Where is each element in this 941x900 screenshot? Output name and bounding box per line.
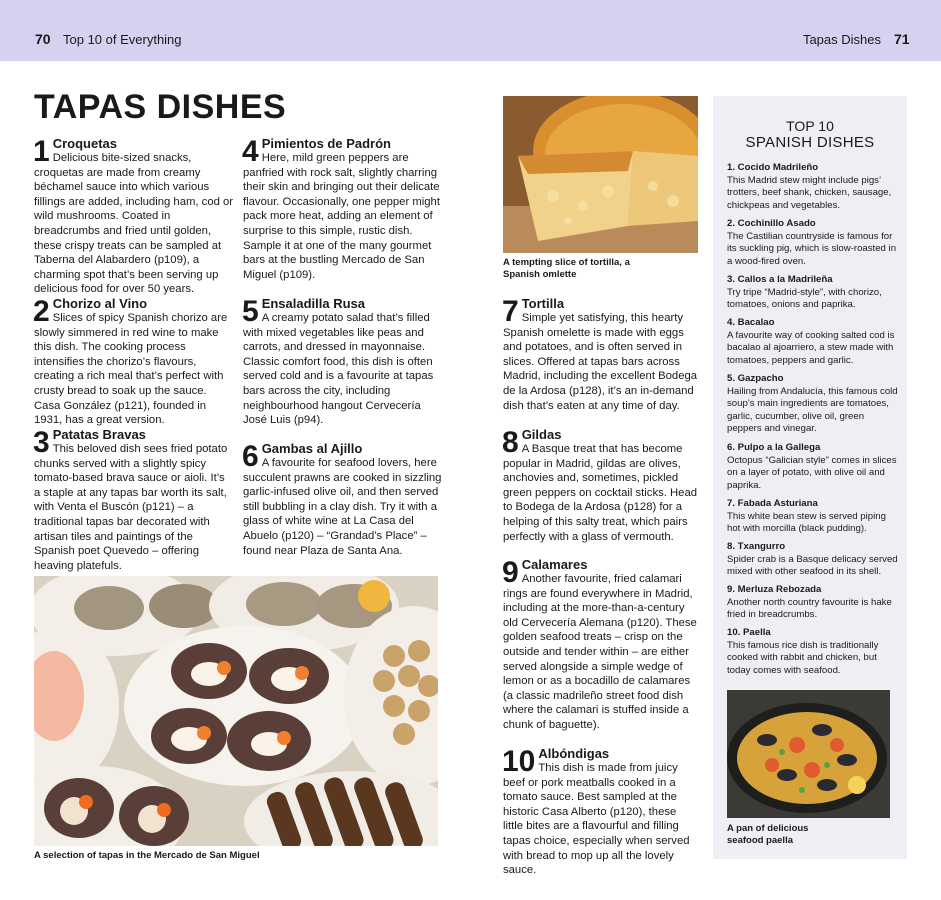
sidebar-item-heading: 10. Paella (727, 627, 771, 638)
entry-number: 5 (242, 295, 259, 328)
entry-number: 8 (502, 426, 519, 459)
entry-title: Albóndigas (538, 746, 610, 761)
entry-text: A creamy potato salad that’s filled with mixed vegetables like peas and carrots, and dressed in mayonnaise. Classic comfort food, this dish is often served cold and is a favourite at tapas bars across the city, including neighbourhood hangout Cervecería José Luis (p94). (243, 312, 434, 427)
tortilla-photo (503, 96, 698, 253)
sidebar-item-heading: 8. Txangurro (727, 541, 786, 552)
entry-pimientos-de-padron (243, 136, 443, 282)
entry-text: A favourite for seafood lovers, here succulent prawns are cooked in sizzling garlic-infused olive oil, and then served still bubbling in a clay dish. Try it with a glass of white wine at La Casa del Abuelo (p120) – “Grandad’s Place” – found near Plaza de Santa Ana. (243, 457, 442, 557)
sidebar-item-heading: 3. Callos a la Madrileña (727, 274, 833, 285)
sidebar-item-text: Hailing from Andalucía, this famous cold soup’s main ingredients are tomatoes, garlic, cucumber, olive oil, green peppers and vinegar. (727, 385, 898, 435)
sidebar-item-heading: 7. Fabada Asturiana (727, 498, 818, 509)
entry-text: This beloved dish sees fried potato chunks served with a slightly spicy tomato-based brava sauce or aioli. It’s a staple at any tapas bar worth its salt, with Venta el Buscón (p121) – a traditional tapas bar decorated with artisan tiles and paintings of the Spanish poet Quevedo – offering heaving platefuls. (34, 443, 228, 572)
entry-title: Calamares (521, 557, 588, 572)
entry-title: Tortilla (521, 296, 565, 311)
entry-text: Delicious bite-sized snacks, croquetas are made from creamy béchamel sauce into which various fillings are added, including ham, cod or wild mushrooms. Coated in breadcrumbs and fried until golden, these crispy treats can be sampled at Taberna del Alabardero (p109), a charming spot that’s been serving up delicious food for over 50 years. (34, 152, 234, 296)
sidebar-item-heading: 9. Merluza Rebozada (727, 584, 822, 595)
sidebar-item-text: Octopus “Galician style” comes in slices on a layer of potato, with olive oil and paprika. (727, 454, 897, 491)
top10-sidebar (713, 96, 907, 859)
entry-patatas-bravas (34, 427, 234, 573)
sidebar-item-heading: 1. Cocido Madrileño (727, 162, 819, 173)
entry-calamares (503, 557, 699, 733)
entry-text: Simple yet satisfying, this hearty Spanish omelette is made with eggs and potatoes, and is often served in slices. Offered at tapas bars across Madrid, including the excellent Bodega de la Ardosa (p128), it’s an in-demand dish that’s eaten at any time of day. (503, 312, 698, 412)
entry-number: 6 (242, 440, 259, 473)
tapas-photo (34, 576, 438, 846)
entry-title: Ensaladilla Rusa (261, 296, 366, 311)
entry-number: 9 (502, 556, 519, 589)
entry-number: 3 (33, 426, 50, 459)
sidebar-item-5 (727, 373, 899, 436)
entry-number: 4 (242, 135, 259, 168)
entry-albondigas (503, 746, 699, 878)
paella-photo-caption: A pan of delicious seafood paella (727, 823, 809, 846)
tortilla-illustration (503, 96, 698, 253)
sidebar-item-1 (727, 162, 899, 212)
sidebar-item-heading: 2. Cochinillo Asado (727, 218, 816, 229)
entry-tortilla (503, 296, 699, 413)
tapas-illustration (34, 576, 438, 846)
sidebar-item-heading: 4. Bacalao (727, 317, 775, 328)
entry-number: 2 (33, 295, 50, 328)
entry-title: Gildas (521, 427, 562, 442)
entry-text: This dish is made from juicy beef or pork meatballs cooked in a tomato sauce. Best sampled at the historic Casa Alberto (p120), these little bites are a flavourful and filling tapas choice, especially when served with bread to mop up all the lovely sauce. (503, 762, 690, 877)
entry-gambas-al-ajillo (243, 441, 443, 558)
right-page-number: 71 (894, 31, 910, 47)
tapas-photo-caption: A selection of tapas in the Mercado de San Miguel (34, 850, 260, 861)
sidebar-item-8 (727, 541, 899, 579)
sidebar-item-3 (727, 274, 899, 312)
sidebar-item-4 (727, 317, 899, 367)
sidebar-item-10 (727, 627, 899, 677)
sidebar-item-text: Try tripe “Madrid-style”, with chorizo, tomatoes, onions and paprika. (727, 286, 882, 311)
entry-number: 10 (502, 745, 536, 778)
paella-photo (727, 690, 890, 818)
sidebar-item-text: Another north country favourite is hake fried in breadcrumbs. (727, 596, 892, 621)
sidebar-item-text: This famous rice dish is traditionally cooked with rabbit and chicken, but today comes with seafood. (727, 639, 879, 676)
sidebar-title: SPANISH DISHES (745, 134, 875, 151)
left-page-number: 70 (35, 31, 51, 47)
entry-number: 1 (33, 135, 50, 168)
sidebar-item-heading: 5. Gazpacho (727, 373, 784, 384)
sidebar-item-2 (727, 218, 899, 268)
tortilla-photo-caption: A tempting slice of tortilla, a Spanish omlette (503, 257, 630, 280)
entry-number: 7 (502, 295, 519, 328)
right-running-title: Tapas Dishes (802, 32, 881, 47)
entry-croquetas (34, 136, 234, 297)
entry-text: Another favourite, fried calamari rings are found everywhere in Madrid, including at the more-than-a-century old Cervecería Alemana (p120). These golden seafood treats – crisp on the outside and tender within – are either served alongside a simple wedge of lemon or as a bocadillo de calamares (a classic madrileño street food dish where the calamari is stuffed inside a chunk of baguette). (503, 573, 697, 731)
sidebar-title-top10: TOP 10 (786, 118, 834, 134)
entry-text: Slices of spicy Spanish chorizo are slowly simmered in red wine to make this dish. The cooking process intensifies the chorizo’s flavours, creating a rich meal that’s perfect with crusty bread to soak up the sauce. Casa González (p121), founded in 1931, has a great version. (34, 312, 228, 427)
entry-title: Chorizo al Vino (52, 296, 148, 311)
entry-gildas (503, 427, 699, 544)
page-title: TAPAS DISHES (34, 88, 287, 126)
entry-ensaladilla-rusa (243, 296, 443, 428)
sidebar-item-7 (727, 498, 899, 536)
sidebar-item-text: This white bean stew is served piping hot with morcilla (black pudding). (727, 510, 886, 535)
sidebar-item-text: This Madrid stew might include pigs’ trotters, beef shank, chicken, sausage, chickpeas and vegetables. (727, 174, 892, 211)
entry-title: Patatas Bravas (52, 427, 146, 442)
page-header (0, 0, 941, 61)
entry-text: Here, mild green peppers are panfried with rock salt, slightly charring their skin and bringing out their delicate flavour. Occasionally, one pepper might pack more heat, adding an element of surprise to this simple, rustic dish. Sample it at one of the many gourmet bars at the bustling Mercado de San Miguel (p109). (243, 152, 440, 281)
sidebar-item-6 (727, 442, 899, 492)
entry-title: Gambas al Ajillo (261, 441, 363, 456)
sidebar-item-text: The Castilian countryside is famous for its suckling pig, which is slow-roasted in a wood-fired oven. (727, 230, 897, 267)
entry-title: Pimientos de Padrón (261, 136, 391, 151)
entry-text: A Basque treat that has become popular in Madrid, gildas are olives, anchovies and, sometimes, pickled green peppers on cocktail sticks. Head to Bodega de la Ardosa (p128) for a helping of this salty treat, which pairs perfectly with a glass of vermouth. (503, 443, 698, 543)
sidebar-item-text: A favourite way of cooking salted cod is bacalao al ajoarriero, a stew made with tomatoes, peppers and garlic. (727, 329, 895, 366)
entry-chorizo-al-vino (34, 296, 234, 428)
entry-title: Croquetas (52, 136, 117, 151)
left-running-title: Top 10 of Everything (63, 32, 182, 47)
paella-illustration (727, 690, 890, 818)
sidebar-item-heading: 6. Pulpo a la Gallega (727, 442, 821, 453)
sidebar-item-9 (727, 584, 899, 622)
sidebar-item-text: Spider crab is a Basque delicacy served mixed with other seafood in its shell. (727, 553, 898, 578)
